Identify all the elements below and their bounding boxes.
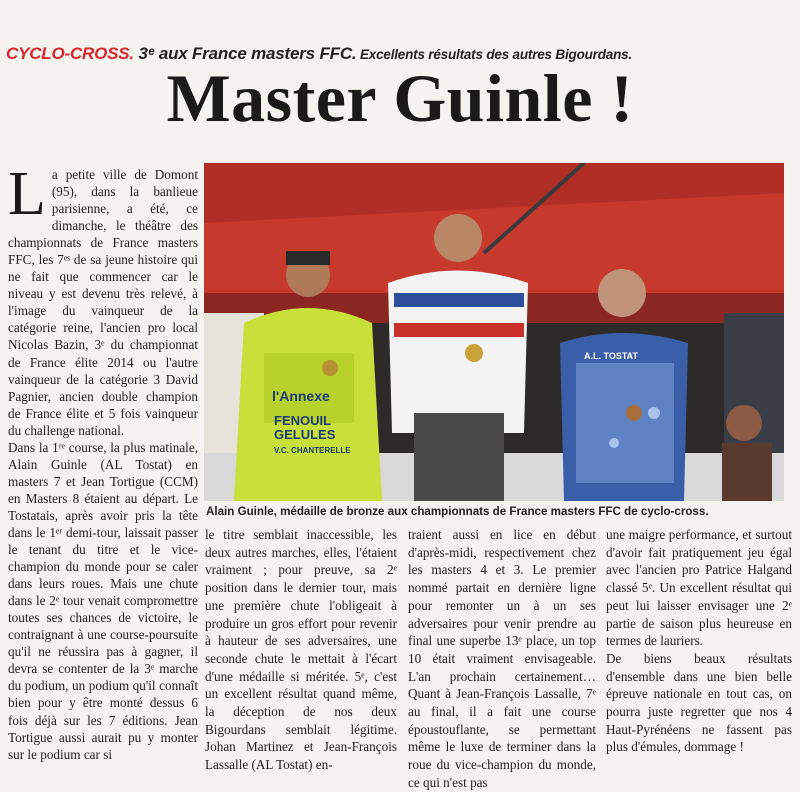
- drop-cap: L: [8, 160, 46, 228]
- section-rubric: CYCLO-CROSS.: [6, 44, 134, 63]
- article-column-4: [606, 526, 792, 756]
- article-column-2: [205, 526, 397, 774]
- jersey-left-text-3: GELULES: [274, 427, 336, 442]
- headline: Master Guinle !: [166, 60, 634, 136]
- article-column-3: [408, 526, 596, 792]
- jersey-right-text: A.L. TOSTAT: [584, 351, 638, 361]
- jersey-left-text-1: l'Annexe: [272, 388, 330, 404]
- kicker-subdeck: Excellents résultats des autres Bigourdans.: [356, 47, 632, 62]
- column-1-paragraph-2: Dans la 1ʳᵉ course, la plus matinale, Alain Guinle (AL Tostat) en masters 7 et Jean Tortigue (CCM) en Masters 8 étaient au départ. Le Tostatais, après avoir pris la tête dans le 1ᵉʳ demi-tour, laissait passer le tenant du titre et le vice-champion du monde pour se caler dans leurs roues. Mais une chute dans le 2ᵉ tour venait compromettre toutes ses chances de victoire, le contraignant à une course-poursuite qu'il ne réussira pas à gagner, il devra se contenter de la 3ᵉ marche du podium, un podium qu'il connaît bien pour y être monté dessus 6 fois déjà sur les 7 éditions. Jean Tortigue aussi aurait pu y monter sur le podium car si: [8, 439, 198, 762]
- article-column-1: [8, 160, 198, 763]
- podium-photo: [204, 163, 784, 501]
- column-4-paragraph-1: une maigre performance, et surtout d'avoir fait pratiquement jeu égal avec l'ancien pro Patrice Halgand classé 5ᵉ. Un excellent résultat qui peut lui laisser envisager une 2ᵉ partie de saison plus heureuse en termes de lauriers.: [606, 527, 792, 649]
- column-4-paragraph-2: De biens beaux résultats d'ensemble dans une bien belle épreuve nationale en tout cas, on pourra juste regretter que nos 4 Haut-Pyrénéens ne fassent pas plus d'émules, dommage !: [606, 650, 792, 755]
- column-3-text: traient aussi en lice en début d'après-midi, respectivement chez les masters 4 et 3. Le premier nommé partait en dernière ligne pour remonter un à un ses adversaires pour venir prendre au final une superbe 13ᵉ place, un top 10 était vraiment envisageable. L'an prochain certainement… Quant à Jean-François Lassalle, 7ᵉ au final, il a fait une course époustouflante, se permettant même le luxe de terminer dans la roue du vice-champion du monde, ce qui n'est pas: [408, 527, 596, 790]
- jersey-left-text-4: V.C. CHANTERELLE: [274, 446, 351, 455]
- column-2-text: le titre semblait inaccessible, les deux autres marches, elles, l'étaient vraiment ; pour preuve, sa 2ᵉ position dans le dernier tour, mais une première chute l'obligeait à produire un gros effort pour revenir à hauteur de ses adversaires, une seconde chute le mettait à l'écart d'une médaille si méritée. 5ᵉ, c'est un excellent résultat quand même, la déception de nos deux Bigourdans semblait légitime. Johan Martinez et Jean-François Lassalle (AL Tostat) en-: [205, 527, 397, 773]
- jersey-left-text-2: FENOUIL: [274, 413, 332, 428]
- column-1-paragraph-1: a petite ville de Domont (95), dans la banlieue parisienne, a été, ce dimanche, le théâtre des championnats de France masters FFC, les 7ᵉˢ de sa jeune histoire qui ne fait que commencer car le niveau y est devenu très relevé, à l'image du vainqueur de la catégorie reine, l'ancien pro local Nicolas Bazin, 3ᵉ du championnat de France élite 2014 ou l'autre vainqueur de la catégorie 3 David Pagnier, ancien double champion de France élite et 5 fois vainqueur du challenge national.: [8, 167, 198, 438]
- kicker-deck: 3ᵉ aux France masters FFC.: [133, 44, 357, 63]
- photo-caption: Alain Guinle, médaille de bronze aux championnats de France masters FFC de cyclo-cross.: [206, 505, 709, 518]
